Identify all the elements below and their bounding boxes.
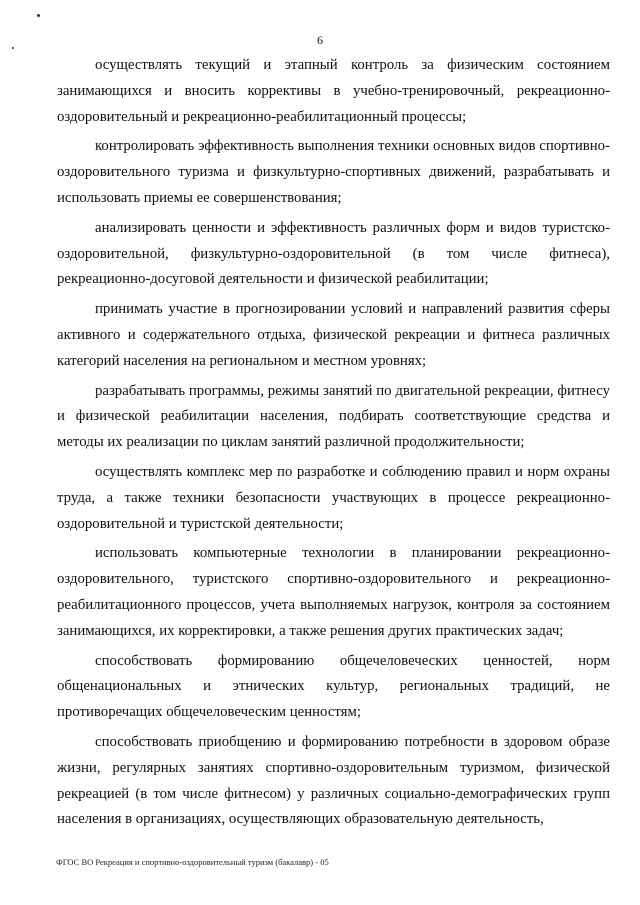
paragraph: использовать компьютерные технологии в планировании рекреационно-оздоровительного, туристского спортивно-оздоровительного и рекреационно-реабилитационного процессов, учета выполняемых нагрузок, контроля за состоянием занимающихся, их корректировки, а также решения других практических задач; <box>57 545 610 639</box>
document-footer: ФГОС ВО Рекреация и спортивно-оздоровительный туризм (бакалавр) - 05 <box>56 857 329 867</box>
paragraph: контролировать эффективность выполнения техники основных видов спортивно-оздоровительного туризма и физкультурно-спортивных движений, разрабатывать и использовать приемы ее совершенствования; <box>57 138 610 206</box>
paragraph: разрабатывать программы, режимы занятий по двигательной рекреации, фитнесу и физической реабилитации населения, подбирать соответствующие средства и методы их реализации по циклам занятий различной продолжительности; <box>57 382 610 451</box>
scan-speck <box>37 14 40 17</box>
paragraph: осуществлять комплекс мер по разработке и соблюдению правил и норм охраны труда, а также техники безопасности участвующих в процессе рекреационно-оздоровительной и туристской деятельности; <box>57 463 610 532</box>
paragraph: принимать участие в прогнозировании условий и направлений развития сферы активного и содержательного отдыха, физической рекреации и фитнеса различных категорий населения на региональном и местном уровнях; <box>57 301 610 369</box>
document-body <box>57 53 610 837</box>
paragraph: анализировать ценности и эффективность различных форм и видов туристско-оздоровительной, физкультурно-оздоровительной (в том числе фитнеса), рекреационно-досуговой деятельности и физической реабилитации; <box>57 219 610 288</box>
paragraph: осуществлять текущий и этапный контроль за физическим состоянием занимающихся и вносить коррективы в учебно-тренировочный, рекреационно-оздоровительный и рекреационно-реабилитационный процессы; <box>57 57 610 125</box>
paragraph: способствовать приобщению и формированию потребности в здоровом образе жизни, регулярных занятиях спортивно-оздоровительным туризмом, физической рекреацией (в том числе фитнесом) у различных социально-демографических групп населения в организациях, осуществляющих образовательную деятельность, <box>57 733 610 828</box>
paragraph: способствовать формированию общечеловеческих ценностей, норм общенациональных и этнических культур, региональных традиций, не противоречащих общечеловеческим ценностям; <box>57 652 610 721</box>
page-number: 6 <box>317 33 323 47</box>
